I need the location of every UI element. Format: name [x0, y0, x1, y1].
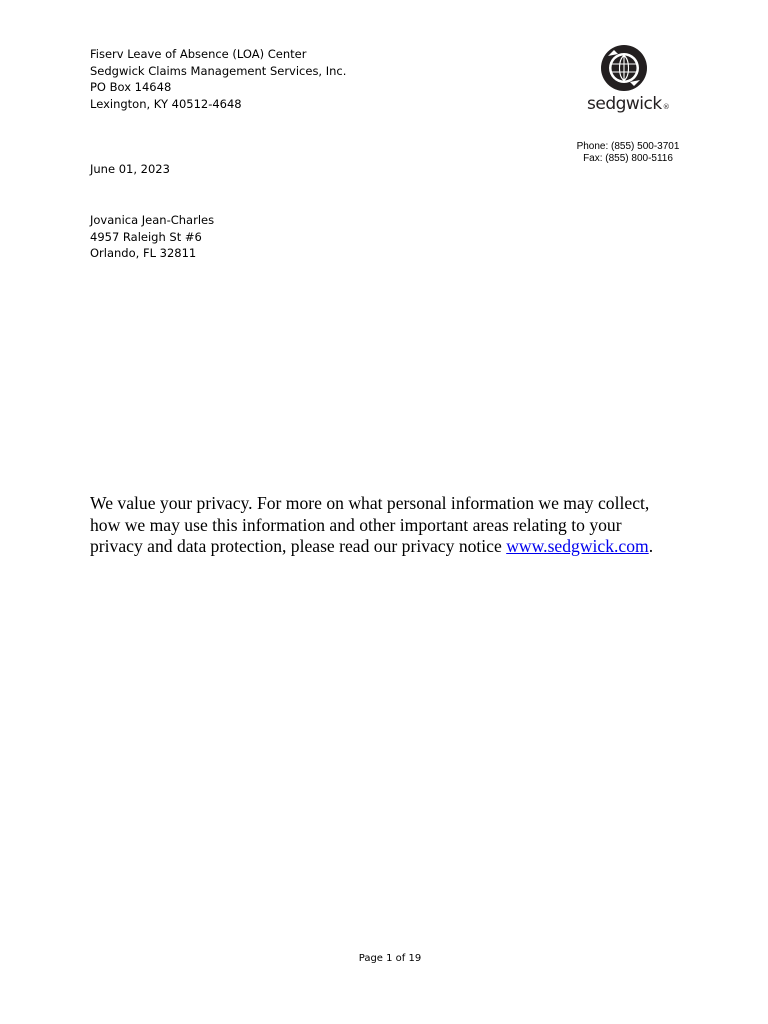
privacy-line	[90, 536, 690, 558]
fax-number: Fax: (855) 800-5116	[583, 153, 673, 164]
phone-number: Phone: (855) 500-3701	[576, 141, 680, 152]
privacy-text: privacy and data protection, please read our privacy notice	[90, 536, 507, 556]
sedgwick-logo	[584, 40, 676, 124]
sender-address	[90, 46, 346, 113]
sedgwick-globe-icon	[598, 42, 650, 94]
privacy-notice	[90, 493, 690, 558]
privacy-line: how we may use this information and other important areas relating to your	[90, 514, 622, 535]
recipient-line: Jovanica Jean-Charles	[90, 213, 215, 227]
sender-line: Lexington, KY 40512-4648	[90, 97, 242, 112]
sedgwick-wordmark: sedgwick®	[587, 94, 670, 114]
contact-info	[560, 141, 696, 165]
privacy-period: .	[648, 536, 654, 556]
sender-line: Fiserv Leave of Absence (LOA) Center	[90, 47, 307, 61]
privacy-link[interactable]: www.sedgwick.com	[506, 536, 649, 556]
sender-line: Sedgwick Claims Management Services, Inc.	[90, 63, 347, 78]
recipient-address	[90, 212, 214, 262]
sender-line: PO Box 14648	[90, 80, 172, 95]
letter-date: June 01, 2023	[90, 162, 170, 176]
recipient-line: 4957 Raleigh St #6	[90, 229, 202, 244]
page-number: Page 1 of 19	[358, 953, 422, 964]
recipient-line: Orlando, FL 32811	[90, 246, 197, 261]
privacy-line: We value your privacy. For more on what personal information we may collect,	[90, 493, 650, 513]
